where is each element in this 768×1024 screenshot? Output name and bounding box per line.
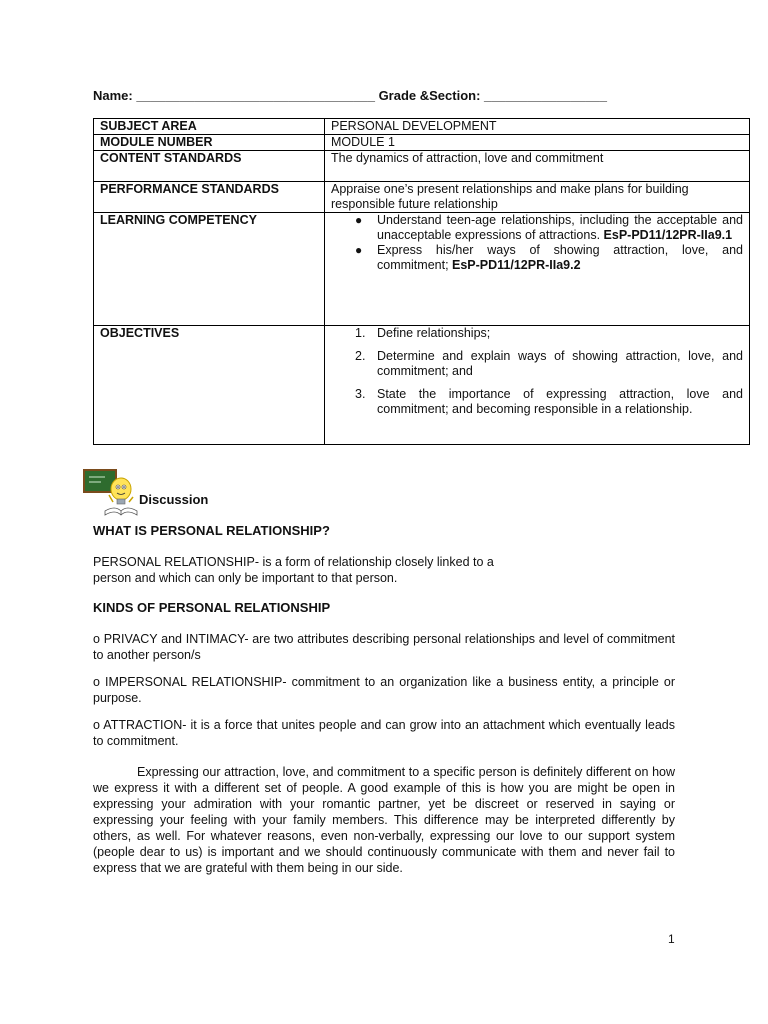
performance-standards-label: PERFORMANCE STANDARDS — [94, 182, 325, 213]
name-label: Name: — [93, 88, 137, 103]
list-item — [331, 243, 743, 273]
list-item — [331, 213, 743, 243]
definition-paragraph — [93, 554, 675, 586]
learning-competency-label: LEARNING COMPETENCY — [94, 213, 325, 326]
objective-number: 2. — [355, 349, 366, 363]
table-row-subject-area — [94, 119, 750, 135]
table-row-module-number — [94, 135, 750, 151]
bullet-icon: ● — [355, 243, 363, 257]
expressing-paragraph: Expressing our attraction, love, and commitment to a specific person is definitely different on how we express it with a different set of people. A good example of this is how you are might be open in expressing your admiration with your romantic partner, yet be discreet or reserved in saying or expressing your feeling with your family members. This difference may be interpreted differently by others, as well. For whatever reasons, even non-verbally, expressing our love to our support system (people dear to us) is important and we should continuously communicate with them and never fail to express that we are grateful with them being in our side. — [93, 765, 675, 875]
grade-section-blank: _________________ — [484, 88, 607, 103]
definition-line: PERSONAL RELATIONSHIP- is a form of relationship closely linked to a — [93, 555, 494, 569]
bullet-icon: ● — [355, 213, 363, 227]
objective-number: 1. — [355, 326, 366, 340]
grade-section-label: Grade &Section: — [374, 88, 485, 103]
discussion-label: Discussion — [139, 492, 209, 507]
competency-list — [331, 213, 743, 273]
subject-area-value: PERSONAL DEVELOPMENT — [325, 119, 750, 135]
teacher-lightbulb-icon — [83, 469, 139, 519]
objective-text: State the importance of expressing attraction, love and commitment; and becoming responsible in a relationship. — [377, 387, 743, 416]
list-item — [331, 349, 743, 379]
definition-line: person and which can only be important to that person. — [93, 571, 398, 585]
learning-competency-value — [325, 213, 750, 326]
objective-text: Define relationships; — [377, 326, 491, 340]
performance-standards-value: Appraise one’s present relationships and make plans for building responsible future relationship — [325, 182, 750, 213]
objectives-value — [325, 326, 750, 445]
competency-text: Express his/her ways of showing attraction, love, and commitment; — [377, 243, 743, 272]
competency-code: EsP-PD11/12PR-IIa9.1 — [603, 228, 733, 242]
kind-attraction-paragraph: o ATTRACTION- it is a force that unites people and can grow into an attachment which eventually leads to commitment. — [93, 718, 675, 748]
what-is-heading: WHAT IS PERSONAL RELATIONSHIP? — [93, 523, 330, 538]
kind-privacy-paragraph: o PRIVACY and INTIMACY- are two attributes describing personal relationships and level of commitment to another person/s — [93, 632, 675, 662]
objective-text: Determine and explain ways of showing attraction, love, and commitment; and — [377, 349, 743, 378]
module-number-value: MODULE 1 — [325, 135, 750, 151]
content-standards-label: CONTENT STANDARDS — [94, 151, 325, 182]
name-blank: _________________________________ — [136, 88, 375, 103]
module-number-label: MODULE NUMBER — [94, 135, 325, 151]
list-item — [331, 326, 743, 341]
table-row-objectives — [94, 326, 750, 445]
table-row-performance-standards — [94, 182, 750, 213]
table-row-content-standards — [94, 151, 750, 182]
objectives-list — [331, 326, 743, 417]
content-standards-value: The dynamics of attraction, love and commitment — [325, 151, 750, 182]
list-item — [331, 387, 743, 417]
name-grade-line — [93, 88, 693, 103]
kinds-heading: KINDS OF PERSONAL RELATIONSHIP — [93, 600, 331, 615]
objective-number: 3. — [355, 387, 366, 401]
objectives-label: OBJECTIVES — [94, 326, 325, 445]
kind-impersonal-paragraph: o IMPERSONAL RELATIONSHIP- commitment to an organization like a business entity, a principle or purpose. — [93, 675, 675, 705]
competency-code: EsP-PD11/12PR-IIa9.2 — [452, 258, 581, 272]
page-number: 1 — [668, 932, 675, 946]
subject-area-label: SUBJECT AREA — [94, 119, 325, 135]
competency-text: Understand teen-age relationships, including the acceptable and unacceptable expressions of attractions. — [377, 213, 743, 242]
module-info-table — [93, 118, 750, 445]
table-row-learning-competency — [94, 213, 750, 326]
